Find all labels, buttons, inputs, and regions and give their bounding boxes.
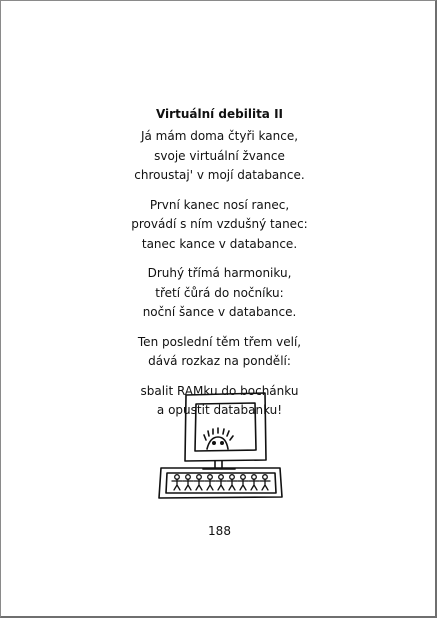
poem-line: tanec kance v databance. [141,236,298,251]
stanza-3 [0,264,439,323]
poem-line: První kanec nosí ranec, [149,197,290,212]
poem-line: noční šance v databance. [142,305,297,319]
poem-line: provádí s ním vzdušný tanec: [131,217,308,231]
poem-line: Já mám doma čtyři kance, [140,129,299,143]
poem-line: třetí čůrá do nočníku: [155,285,284,300]
stanza-2 [0,196,439,255]
page-number: 188 [208,524,231,538]
poem-line: svoje virtuální žvance [154,148,285,163]
computer-drawing-icon [155,389,285,505]
poem-line: sbalit RAMku do bochánku [140,383,299,398]
stanza-4 [0,333,439,372]
poem-title: Virtuální debilita II [155,107,284,121]
poem-line: dává rozkaz na pondělí: [148,354,291,368]
stanza-1 [0,127,439,186]
poem-line: Druhý třímá harmoniku, [147,266,292,280]
poem-line: chroustaj' v mojí databance. [134,168,305,182]
poem-line: a opustit databanku! [156,403,283,417]
poem-line: Ten poslední těm třem velí, [137,334,302,349]
poem [0,107,439,431]
